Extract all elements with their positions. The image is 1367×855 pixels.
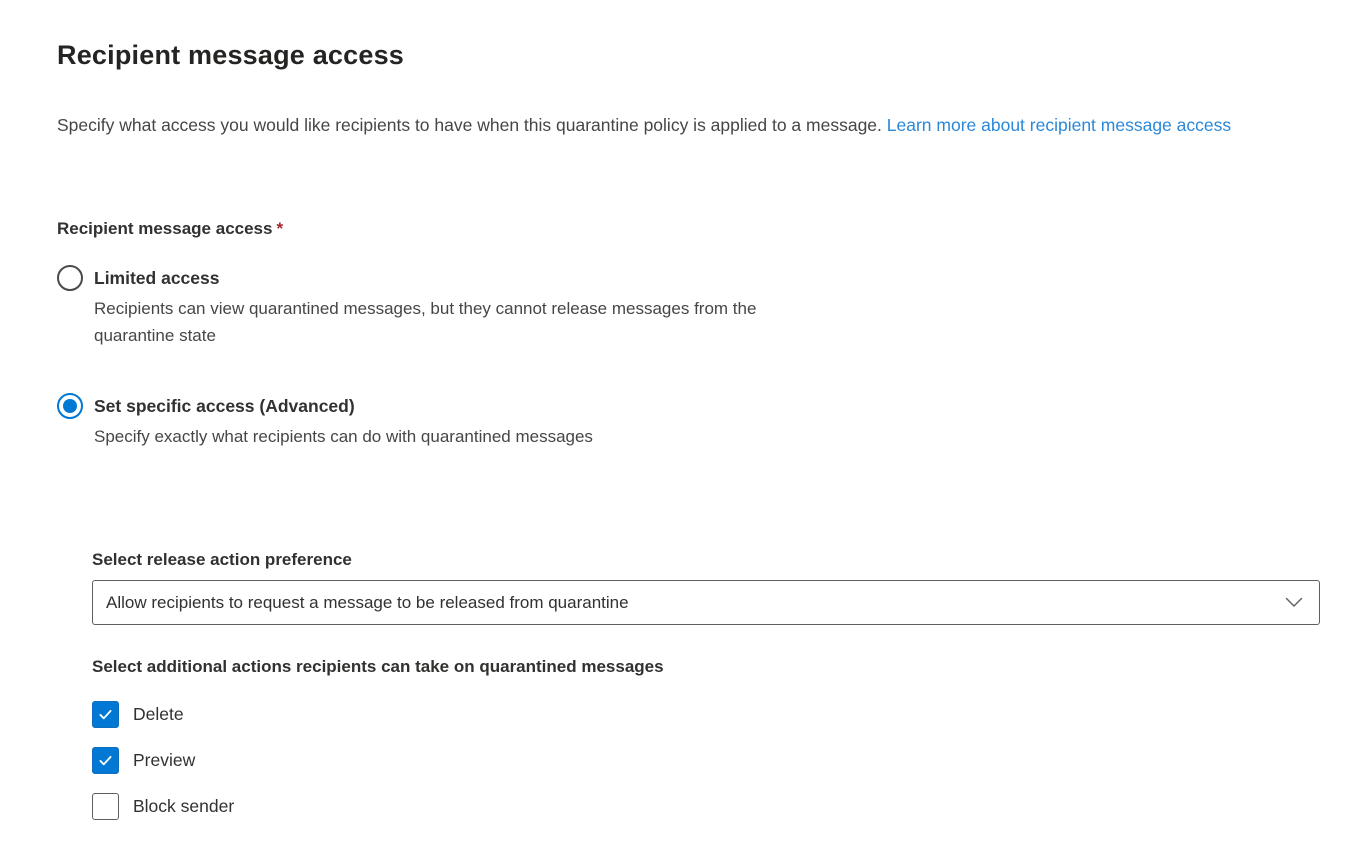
checkbox-label-delete[interactable]: Delete [133, 704, 184, 724]
radio-option-texts [94, 393, 593, 450]
release-action-dropdown[interactable] [92, 580, 1320, 625]
checkbox-label-block-sender[interactable]: Block sender [133, 796, 235, 816]
checkmark-icon [97, 752, 114, 769]
radio-option-texts [94, 265, 839, 349]
required-asterisk: * [276, 219, 284, 238]
radio-button-limited-access[interactable] [57, 265, 83, 291]
access-field-label [57, 219, 1320, 239]
learn-more-link[interactable]: Learn more about recipient message access [886, 115, 1232, 135]
checkbox-label-preview[interactable]: Preview [133, 750, 196, 770]
checkbox-row-delete[interactable] [92, 701, 1320, 728]
checkbox-delete[interactable] [92, 701, 119, 728]
radio-label-set-specific-access[interactable]: Set specific access (Advanced) [94, 396, 355, 416]
radio-option-set-specific-access[interactable] [57, 393, 1320, 450]
radio-option-limited-access[interactable] [57, 265, 1320, 349]
page-title: Recipient message access [57, 40, 405, 70]
advanced-options-section [92, 550, 1320, 820]
chevron-down-icon[interactable] [1285, 597, 1303, 608]
checkbox-preview[interactable] [92, 747, 119, 774]
checkmark-icon [97, 706, 114, 723]
page-description [57, 111, 1320, 139]
checkbox-row-block-sender[interactable] [92, 793, 1320, 820]
checkbox-row-preview[interactable] [92, 747, 1320, 774]
checkbox-block-sender[interactable] [92, 793, 119, 820]
radio-description-limited-access: Recipients can view quarantined messages, but they cannot release messages from the quarantine state [94, 299, 757, 345]
additional-actions-label: Select additional actions recipients can take on quarantined messages [92, 657, 664, 676]
page-description-text: Specify what access you would like recipients to have when this quarantine policy is applied to a message. [57, 115, 887, 135]
radio-description-set-specific-access: Specify exactly what recipients can do with quarantined messages [94, 427, 593, 446]
release-action-dropdown-value: Allow recipients to request a message to be released from quarantine [106, 592, 629, 612]
radio-label-limited-access[interactable]: Limited access [94, 268, 220, 288]
access-field-label-text: Recipient message access [57, 219, 273, 238]
release-action-label: Select release action preference [92, 550, 352, 569]
radio-button-set-specific-access[interactable] [57, 393, 83, 419]
